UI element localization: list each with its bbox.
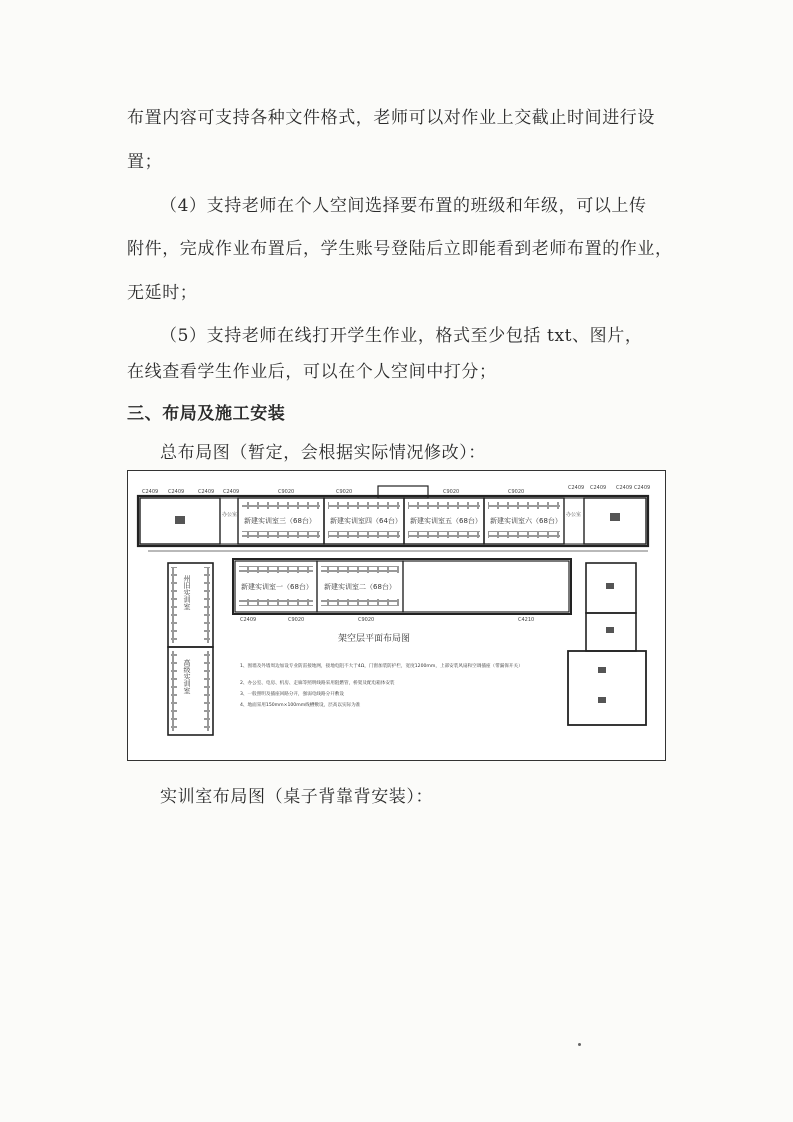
plan-note: 3、一般照明及插座回路分开，强弱电线路分开敷设 — [240, 692, 344, 697]
door-code: C2409 — [240, 617, 257, 623]
room-label: 新建实训室四（64台） — [330, 517, 402, 525]
door-code: C2409 — [223, 489, 240, 495]
room-label: 州旧实训室 — [183, 575, 191, 610]
paragraph-line: 在线查看学生作业后，可以在个人空间中打分； — [127, 362, 497, 382]
room-label: 新建实训室六（68台） — [490, 517, 562, 525]
door-code: C2409 — [568, 485, 585, 491]
paragraph-line: 无延时； — [127, 283, 198, 303]
door-code: C2409 — [616, 485, 633, 491]
paragraph-line: 附件，完成作业布置后，学生账号登陆后立即能看到老师布置的作业， — [127, 239, 673, 259]
door-code: C2409 — [634, 485, 651, 491]
room-label: 新建实训室二（68台） — [324, 583, 396, 591]
section-heading: 三、布局及施工安装 — [127, 404, 286, 424]
door-code: C9020 — [288, 617, 305, 623]
paragraph-line: 布置内容可支持各种文件格式，老师可以对作业上交截止时间进行设 — [127, 108, 655, 128]
door-code: C9020 — [508, 489, 525, 495]
room-label: 新建实训室一（68台） — [241, 583, 313, 591]
paragraph-line: 置； — [127, 152, 163, 172]
door-code: C4210 — [518, 617, 535, 623]
door-code: C2409 — [590, 485, 607, 491]
floor-plan-title: 架空层平面布局图 — [338, 634, 411, 644]
door-code: C9020 — [278, 489, 295, 495]
floor-plan-figure — [127, 470, 666, 761]
door-code: C2409 — [142, 489, 159, 495]
figure-caption: 实训室布局图（桌子背靠背安装）： — [160, 787, 434, 807]
door-code: C2409 — [198, 489, 215, 495]
list-item-5: （5）支持老师在线打开学生作业，格式至少包括 txt、图片， — [160, 326, 643, 346]
floor-plan-drawing — [128, 471, 664, 759]
plan-note: 2、办公室、电房、机房、走廊等照明线路采用阻燃管，桥架及配电箱体安装 — [240, 681, 395, 686]
list-item-4: （4）支持老师在个人空间选择要布置的班级和年级，可以上传 — [160, 196, 647, 216]
room-label: 办公室 — [222, 512, 238, 518]
door-code: C2409 — [168, 489, 185, 495]
room-label: 高级实训室 — [183, 659, 191, 694]
door-code: C9020 — [443, 489, 460, 495]
room-label: 新建实训室三（68台） — [244, 517, 316, 525]
door-code: C9020 — [358, 617, 375, 623]
plan-note: 1、围墙及外墙周边加设专业防雷接地网，接地电阻不大于4Ω，门窗加装防护栏，宽度1200mm，上部安装风扇和空调插座（带漏保开关） — [240, 664, 523, 669]
figure-caption: 总布局图（暂定，会根据实际情况修改）： — [160, 443, 486, 463]
room-label: 新建实训室五（68台） — [410, 517, 482, 525]
plan-note: 4、地面采用150mm×100mm线槽敷设，层高以实际为准 — [240, 703, 361, 708]
scan-speck — [578, 1043, 581, 1046]
door-code: C9020 — [336, 489, 353, 495]
room-label: 办公室 — [566, 512, 582, 518]
